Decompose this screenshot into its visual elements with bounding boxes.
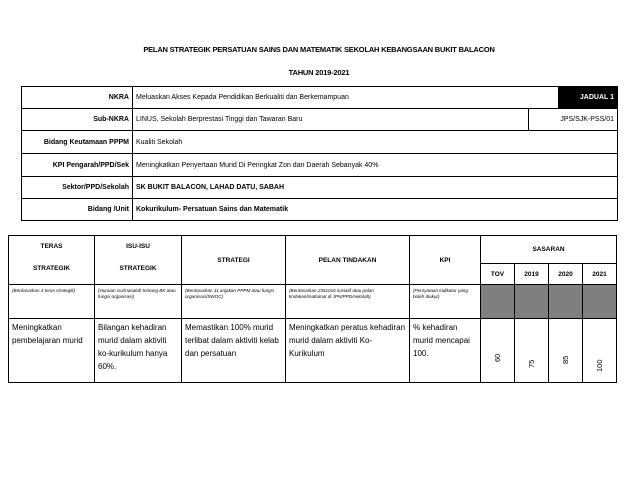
tov-value: 60	[492, 353, 502, 362]
y2021-value: 100	[594, 359, 604, 372]
year-2021-header: 2021	[583, 264, 617, 285]
kpi-header: KPI	[410, 236, 481, 285]
pelan-note: (Berdasarkan 2351016 inisiatif atau pelan tindakan/matlamat di JPN/PPD/sekolah)	[286, 285, 410, 319]
strategi-note: (Berdasarkan 11 anjakan PPPM atau fungsi organisasi/SWOC)	[182, 285, 286, 319]
unit-value: Kokurikulum- Persatuan Sains dan Matematik	[133, 199, 618, 221]
bidang-value: Kualiti Sekolah	[133, 131, 618, 154]
pelan-value: Meningkatkan peratus kehadiran murid dalam aktiviti Ko-Kurikulum	[286, 319, 410, 383]
kpi-label: KPI Pengarah/PPD/Sek	[22, 154, 133, 177]
year-2020-header: 2020	[549, 264, 583, 285]
teras-note: (Berdasarkan 4 teras strategik)	[9, 285, 95, 319]
y2020-value: 85	[560, 355, 570, 364]
kpi-value-cell: % kehadiran murid mencapai 100.	[410, 319, 481, 383]
teras-header: TERAS STRATEGIK	[9, 236, 95, 285]
plan-title: PELAN STRATEGIK PERSATUAN SAINS DAN MATEMATIK SEKOLAH KEBANGSAAN BUKIT BALACON	[143, 45, 495, 54]
shaded-cell	[481, 285, 515, 319]
document-code: JPS/SJK-PSS/01	[529, 109, 618, 131]
plan-table	[8, 235, 617, 383]
bidang-label: Bidang Keutamaan PPPM	[22, 131, 133, 154]
info-table	[21, 86, 618, 221]
teras-value: Meningkatkan pembelajaran murid	[9, 319, 95, 383]
nkra-value: Meluaskan Akses Kepada Pendidikan Berkualiti dan Berkemampuan	[133, 87, 559, 109]
tov-cell	[481, 319, 515, 383]
kpi-note: (Pernyataan indikator yang boleh diukur)	[410, 285, 481, 319]
shaded-cell	[583, 285, 617, 319]
nkra-label: NKRA	[22, 87, 133, 109]
kpi-value: Meningkatkan Penyertaan Murid Di Peringkat Zon dan Daerah Sebanyak 40%	[133, 154, 618, 177]
y2019-cell	[515, 319, 549, 383]
tov-header: TOV	[481, 264, 515, 285]
y2020-cell	[549, 319, 583, 383]
unit-label: Bidang /Unit	[22, 199, 133, 221]
sasaran-header: SASARAN	[481, 236, 617, 264]
plan-years: TAHUN 2019-2021	[288, 68, 350, 77]
shaded-cell	[515, 285, 549, 319]
sektor-value: SK BUKIT BALACON, LAHAD DATU, SABAH	[133, 177, 618, 199]
sektor-label: Sektor/PPD/Sekolah	[22, 177, 133, 199]
subnkra-value: LINUS, Sekolah Berprestasi Tinggi dan Tawaran Baru	[133, 109, 529, 131]
isu-header: ISU-ISU STRATEGIK	[95, 236, 182, 285]
isu-note: (Huraian isu/masalah tentang BK atau fungsi organisasi)	[95, 285, 182, 319]
strategi-header: STRATEGI	[182, 236, 286, 285]
pelan-header: PELAN TINDAKAN	[286, 236, 410, 285]
subnkra-label: Sub-NKRA	[22, 109, 133, 131]
isu-value: Bilangan kehadiran murid dalam aktiviti ko-kurikulum hanya 60%.	[95, 319, 182, 383]
strategi-value: Memastikan 100% murid terlibat dalam aktiviti kelab dan persatuan	[182, 319, 286, 383]
jadual-label: JADUAL 1	[559, 87, 618, 109]
y2021-cell	[583, 319, 617, 383]
y2019-value: 75	[526, 359, 536, 368]
year-2019-header: 2019	[515, 264, 549, 285]
shaded-cell	[549, 285, 583, 319]
